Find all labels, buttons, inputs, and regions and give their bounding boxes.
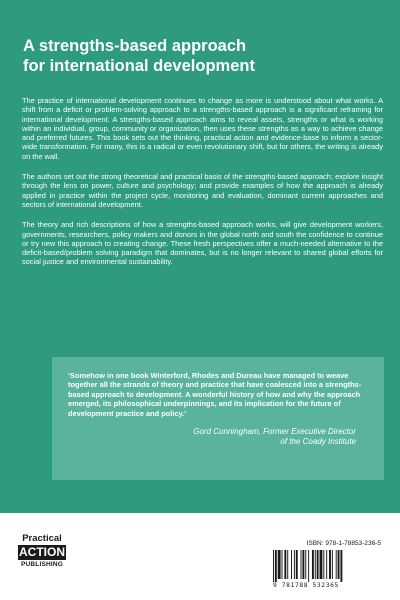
endorsement-attribution — [68, 427, 368, 447]
blurb — [20, 96, 383, 267]
barcode-bar — [284, 550, 286, 579]
cover-footer — [0, 513, 400, 600]
blurb-paragraph-3: The theory and rich descriptions of how a strengths-based approach works, will give development workers, governments, researchers, policy makers and donors in the global north and south the confidence to continue or try new this approach to creating change. These fresh perspectives offer a much-needed alternative to the deficit-based/problem solving paradigm that dominates, but is no longer relevant to shared global efforts for social justice and environmental sustainability. — [22, 220, 383, 267]
barcode-bar — [296, 550, 298, 579]
attribution-line-1: Gord Cunningham, Former Executive Director — [193, 427, 356, 437]
barcode-bar — [278, 550, 281, 579]
barcode-bar — [320, 550, 323, 579]
barcode-bar — [273, 550, 274, 582]
endorsement-quote: ‘Somehow in one book Winterford, Rhodes and Dureau have managed to weave together all the strands of theory and practice that have coalesced into a strengths-based approach to development. A wonderful history of how and why the approach emerged, its philosophical underpinnings, and its implication for the future of development practice and policy.’ — [68, 371, 362, 418]
attribution-line-2: of the Coady Institute — [280, 437, 356, 447]
barcode-bar — [332, 550, 333, 579]
barcode-bar — [294, 550, 295, 579]
barcode-bar — [305, 550, 306, 579]
book-title — [23, 36, 323, 76]
barcode-bar — [291, 550, 292, 579]
barcode-bar — [275, 550, 277, 582]
barcode-bar — [301, 550, 302, 579]
barcode-bar — [336, 550, 337, 579]
title-line-2: for international development — [23, 57, 255, 75]
blurb-paragraph-1: The practice of international development continues to change as more is understood about what works. A shift from a deficit or problem-solving approach to a strengths-based approach is a significant reframing for international development. A strengths-based approach aims to reveal assets, strengths or what is working within an individual, group, community or organization, then uses these strengths as a way to achieve change and preferred futures. This book sets out the thinking, practical action and evidence-base to inform a sector-wide transformation. For many, this is a radical or even revolutionary shift, but for others, the writing is already on the wall. — [22, 96, 383, 161]
barcode-bar — [287, 550, 288, 579]
blurb-paragraph-2: The authors set out the strong theoretical and practical basis of the strengths-based approach; explore insight through the lens on power, culture and psychology; and provide examples of how the approach is already applied in practice within the project cycle, monitoring and evaluation, dominant current approaches and sectors of international development. — [22, 172, 383, 209]
logo-word-publishing: PUBLISHING — [20, 561, 64, 568]
isbn-label: ISBN: 978-1-78853-236-5 — [306, 540, 381, 547]
barcode-bar — [282, 550, 283, 579]
barcode-bar — [317, 550, 319, 579]
endorsement-quote-box — [52, 357, 384, 480]
barcode-bar — [312, 550, 314, 579]
barcode-bar — [308, 550, 309, 582]
barcode-icon — [271, 550, 381, 582]
barcode-bar — [329, 550, 331, 579]
logo-word-practical: Practical — [22, 533, 62, 544]
barcode-bar — [340, 550, 342, 582]
practical-action-publishing-logo — [18, 533, 66, 581]
barcode-bar — [338, 550, 340, 579]
barcode-bar — [323, 550, 324, 579]
logo-word-action: ACTION — [19, 545, 65, 559]
barcode-digits: 9 781788 532365 — [273, 582, 339, 589]
isbn-barcode-block — [271, 540, 383, 592]
barcode-bar — [302, 550, 304, 579]
title-line-1: A strengths-based approach — [23, 37, 247, 55]
barcode-bar — [326, 550, 327, 579]
barcode-bar — [315, 550, 316, 579]
